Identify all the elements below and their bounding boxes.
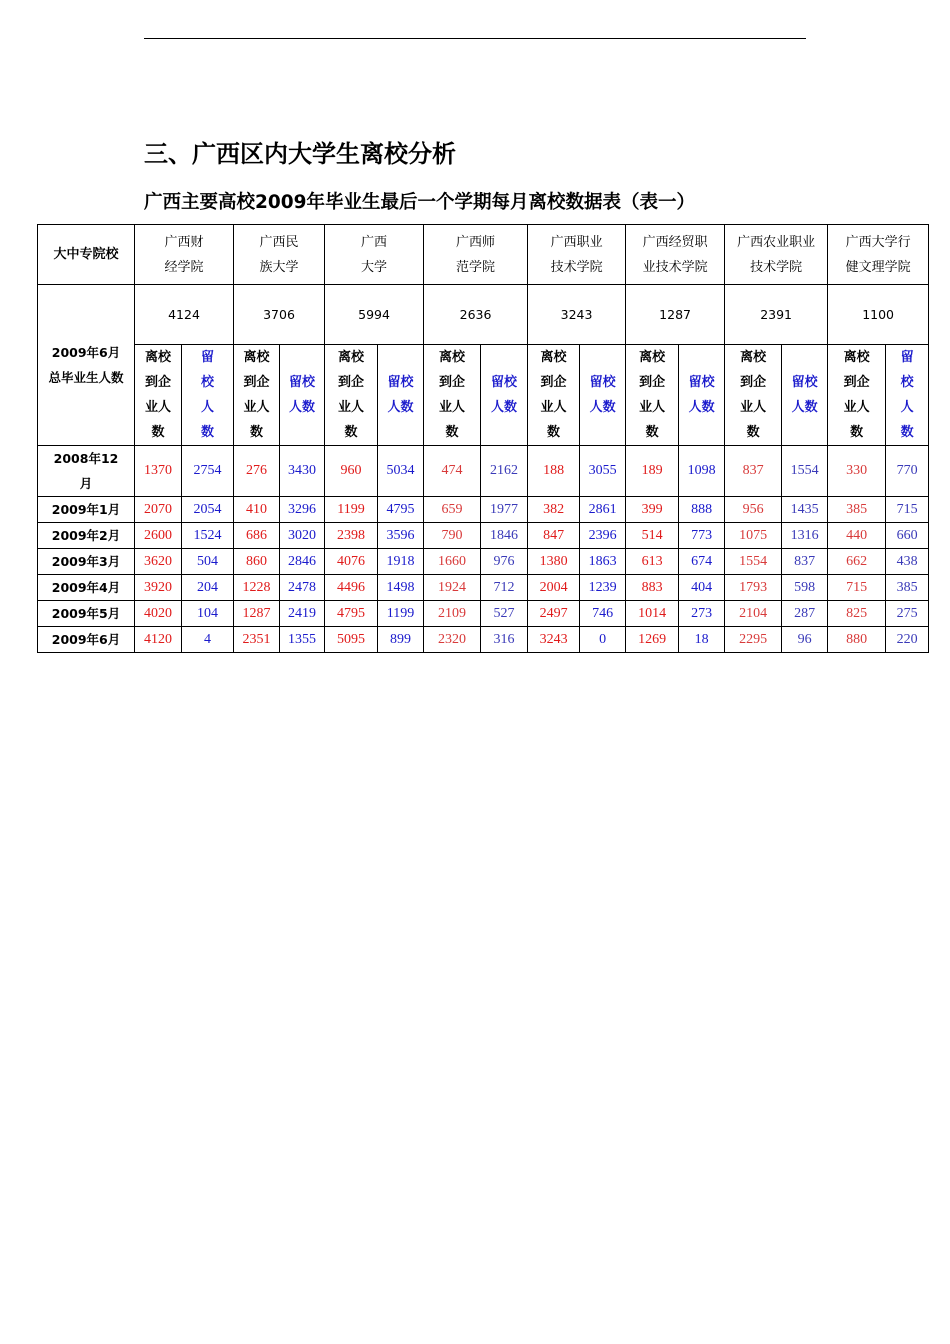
stay-count-cell: 438: [886, 549, 929, 575]
leave-count-cell: 188: [528, 446, 580, 497]
school-total-cell: 3706: [234, 285, 325, 345]
school-name-line: 广西农业职业: [737, 234, 816, 250]
school-name-line: 业技术学院: [642, 259, 708, 275]
stay-count-cell: 527: [481, 601, 528, 627]
stay-count-cell: 2846: [280, 549, 325, 575]
school-name-line: 技术学院: [550, 259, 603, 275]
school-name-line: 广西: [361, 234, 388, 250]
month-label-cell: 2009年6月: [38, 627, 135, 653]
leave-header-line: 数: [746, 425, 760, 440]
school-name-line: 广西职业: [550, 234, 603, 250]
leave-count-cell: 2004: [528, 575, 580, 601]
leave-header-line: 离校: [540, 350, 567, 365]
stay-count-cell: 1435: [782, 497, 828, 523]
leave-count-cell: 686: [234, 523, 280, 549]
stay-count-cell: 712: [481, 575, 528, 601]
stay-column-header: [580, 345, 626, 446]
stay-count-cell: 1863: [580, 549, 626, 575]
leave-count-cell: 613: [626, 549, 679, 575]
stay-header-line: 留校: [688, 375, 715, 390]
stay-column-header: [280, 345, 325, 446]
stay-count-cell: 1199: [378, 601, 424, 627]
leave-column-header: [828, 345, 886, 446]
stay-count-cell: 1977: [481, 497, 528, 523]
stay-header-line: 人数: [289, 400, 316, 415]
school-name-line: 广西财: [164, 234, 204, 250]
leave-count-cell: 1924: [424, 575, 481, 601]
stay-count-cell: 1239: [580, 575, 626, 601]
leave-count-cell: 4076: [325, 549, 378, 575]
month-label-cell: [38, 446, 135, 497]
corner-label: 大中专院校: [53, 247, 119, 262]
leave-count-cell: 330: [828, 446, 886, 497]
leave-count-cell: 1660: [424, 549, 481, 575]
leave-count-cell: 385: [828, 497, 886, 523]
leave-count-cell: 1269: [626, 627, 679, 653]
stay-header-line: 人: [201, 400, 215, 415]
school-total-cell: 2636: [424, 285, 528, 345]
stay-count-cell: 2419: [280, 601, 325, 627]
stay-column-header: [886, 345, 929, 446]
header-rule: [144, 38, 806, 39]
leave-header-line: 数: [645, 425, 659, 440]
school-name-line: 范学院: [456, 259, 496, 275]
stay-count-cell: 660: [886, 523, 929, 549]
school-total-cell: 4124: [135, 285, 234, 345]
stay-count-cell: 18: [679, 627, 725, 653]
stay-header-line: 校: [900, 375, 914, 390]
leave-count-cell: 474: [424, 446, 481, 497]
leave-count-cell: 3243: [528, 627, 580, 653]
leave-count-cell: 2398: [325, 523, 378, 549]
leave-header-line: 数: [151, 425, 165, 440]
stay-count-cell: 316: [481, 627, 528, 653]
leave-count-cell: 1287: [234, 601, 280, 627]
leave-count-cell: 1554: [725, 549, 782, 575]
leave-header-line: 数: [547, 425, 561, 440]
leave-column-header: [528, 345, 580, 446]
stay-header-line: 留校: [387, 375, 414, 390]
school-total-cell: 1287: [626, 285, 725, 345]
stay-header-line: 留校: [791, 375, 818, 390]
leave-count-cell: 4020: [135, 601, 182, 627]
stay-count-cell: 204: [182, 575, 234, 601]
table-row: [38, 627, 929, 653]
leave-header-line: 到企: [740, 375, 767, 390]
school-name-cell: [725, 225, 828, 285]
leave-count-cell: 860: [234, 549, 280, 575]
leave-count-cell: 880: [828, 627, 886, 653]
stay-header-line: 留: [201, 350, 215, 365]
leave-column-header: [626, 345, 679, 446]
month-label-cell: 2009年5月: [38, 601, 135, 627]
leave-count-cell: 4795: [325, 601, 378, 627]
leave-count-cell: 276: [234, 446, 280, 497]
leave-count-cell: 3920: [135, 575, 182, 601]
table-row: [38, 497, 929, 523]
leave-count-cell: 883: [626, 575, 679, 601]
table-row: [38, 575, 929, 601]
stay-count-cell: 4795: [378, 497, 424, 523]
leave-count-cell: 659: [424, 497, 481, 523]
leave-count-cell: 1075: [725, 523, 782, 549]
leave-header-line: 离校: [843, 350, 870, 365]
stay-count-cell: 1098: [679, 446, 725, 497]
leave-count-cell: 189: [626, 446, 679, 497]
stay-count-cell: 220: [886, 627, 929, 653]
leave-column-header: [325, 345, 378, 446]
school-name-cell: [424, 225, 528, 285]
corner-header-cell: [38, 225, 135, 285]
leave-header-line: 数: [850, 425, 864, 440]
stay-count-cell: 0: [580, 627, 626, 653]
leave-count-cell: 514: [626, 523, 679, 549]
leave-header-line: 业人: [639, 400, 666, 415]
leave-header-line: 离校: [439, 350, 466, 365]
stay-header-line: 人: [900, 400, 914, 415]
school-name-cell: [828, 225, 929, 285]
leave-header-line: 数: [445, 425, 459, 440]
stay-header-line: 数: [900, 425, 914, 440]
leave-count-cell: 4496: [325, 575, 378, 601]
leave-count-cell: 410: [234, 497, 280, 523]
leave-header-line: 离校: [243, 350, 270, 365]
leave-count-cell: 1199: [325, 497, 378, 523]
table-caption: 广西主要高校2009年毕业生最后一个学期每月离校数据表（表一）: [144, 192, 695, 213]
leave-header-line: 到企: [639, 375, 666, 390]
stay-header-line: 留校: [289, 375, 316, 390]
stay-count-cell: 888: [679, 497, 725, 523]
stay-count-cell: 899: [378, 627, 424, 653]
stay-header-line: 校: [201, 375, 215, 390]
leave-header-line: 业人: [338, 400, 365, 415]
leave-header-line: 离校: [144, 350, 171, 365]
leave-count-cell: 3620: [135, 549, 182, 575]
stay-count-cell: 2861: [580, 497, 626, 523]
leave-count-cell: 790: [424, 523, 481, 549]
leave-count-cell: 2295: [725, 627, 782, 653]
stay-count-cell: 715: [886, 497, 929, 523]
leave-count-cell: 2320: [424, 627, 481, 653]
stay-header-line: 人数: [791, 400, 818, 415]
stay-count-cell: 598: [782, 575, 828, 601]
stay-column-header: [679, 345, 725, 446]
stay-count-cell: 3430: [280, 446, 325, 497]
leave-count-cell: 662: [828, 549, 886, 575]
stay-count-cell: 1524: [182, 523, 234, 549]
leave-count-cell: 960: [325, 446, 378, 497]
leave-header-line: 离校: [740, 350, 767, 365]
stay-count-cell: 2754: [182, 446, 234, 497]
total-graduates-label-cell: [38, 285, 135, 446]
leave-header-line: 到企: [439, 375, 466, 390]
leave-count-cell: 2104: [725, 601, 782, 627]
stay-header-line: 留: [900, 350, 914, 365]
stay-column-header: [378, 345, 424, 446]
stay-count-cell: 5034: [378, 446, 424, 497]
stay-count-cell: 2478: [280, 575, 325, 601]
leave-count-cell: 4120: [135, 627, 182, 653]
stay-count-cell: 3596: [378, 523, 424, 549]
month-label-cell: 2009年4月: [38, 575, 135, 601]
stay-header-line: 数: [201, 425, 215, 440]
leave-column-header: [725, 345, 782, 446]
stay-count-cell: 385: [886, 575, 929, 601]
table-row: [38, 523, 929, 549]
table-row: [38, 549, 929, 575]
stay-count-cell: 1918: [378, 549, 424, 575]
total-graduates-label: 2009年6月总毕业生人数: [48, 345, 124, 385]
leave-column-header: [234, 345, 280, 446]
stay-count-cell: 2396: [580, 523, 626, 549]
leave-count-cell: 399: [626, 497, 679, 523]
school-name-line: 族大学: [259, 259, 299, 275]
stay-header-line: 人数: [491, 400, 518, 415]
month-label-cell: 2009年1月: [38, 497, 135, 523]
table-row: [38, 446, 929, 497]
school-total-cell: 5994: [325, 285, 424, 345]
stay-column-header: [782, 345, 828, 446]
section-title: 三、广西区内大学生离校分析: [144, 140, 456, 168]
leave-header-line: 离校: [338, 350, 365, 365]
stay-count-cell: 3296: [280, 497, 325, 523]
stay-count-cell: 1554: [782, 446, 828, 497]
stay-count-cell: 2054: [182, 497, 234, 523]
leave-header-line: 到企: [843, 375, 870, 390]
stay-count-cell: 3055: [580, 446, 626, 497]
school-name-line: 广西民: [259, 234, 299, 250]
stay-header-line: 人数: [589, 400, 616, 415]
stay-count-cell: 2162: [481, 446, 528, 497]
stay-column-header: [182, 345, 234, 446]
leave-count-cell: 825: [828, 601, 886, 627]
leave-count-cell: 715: [828, 575, 886, 601]
leave-count-cell: 2600: [135, 523, 182, 549]
leave-count-cell: 2070: [135, 497, 182, 523]
leave-header-line: 离校: [639, 350, 666, 365]
leave-count-cell: 2497: [528, 601, 580, 627]
stay-count-cell: 104: [182, 601, 234, 627]
stay-header-line: 留校: [491, 375, 518, 390]
leave-header-line: 业人: [540, 400, 567, 415]
stay-header-line: 留校: [589, 375, 616, 390]
leave-column-header: [135, 345, 182, 446]
stay-count-cell: 976: [481, 549, 528, 575]
stay-count-cell: 1316: [782, 523, 828, 549]
leave-count-cell: 382: [528, 497, 580, 523]
leave-count-cell: 1014: [626, 601, 679, 627]
stay-count-cell: 275: [886, 601, 929, 627]
leave-header-line: 业人: [843, 400, 870, 415]
school-name-cell: [325, 225, 424, 285]
school-total-cell: 1100: [828, 285, 929, 345]
leave-header-line: 到企: [243, 375, 270, 390]
table-row: [38, 601, 929, 627]
school-name-cell: [234, 225, 325, 285]
stay-count-cell: 287: [782, 601, 828, 627]
stay-header-line: 人数: [688, 400, 715, 415]
leave-header-line: 业人: [439, 400, 466, 415]
school-name-line: 广西师: [456, 234, 496, 250]
school-name-line: 广西经贸职: [642, 234, 708, 250]
leave-header-line: 到企: [338, 375, 365, 390]
stay-count-cell: 404: [679, 575, 725, 601]
leave-header-line: 业人: [740, 400, 767, 415]
leave-count-cell: 1370: [135, 446, 182, 497]
stay-count-cell: 1498: [378, 575, 424, 601]
leave-header-line: 业人: [243, 400, 270, 415]
graduate-departure-table: [37, 224, 929, 653]
stay-header-line: 人数: [387, 400, 414, 415]
stay-count-cell: 674: [679, 549, 725, 575]
stay-count-cell: 837: [782, 549, 828, 575]
leave-header-line: 业人: [144, 400, 171, 415]
leave-count-cell: 2109: [424, 601, 481, 627]
leave-count-cell: 956: [725, 497, 782, 523]
month-label-cell: 2009年3月: [38, 549, 135, 575]
school-name-line: 广西大学行: [845, 234, 911, 250]
leave-header-line: 到企: [540, 375, 567, 390]
school-name-line: 经学院: [164, 259, 204, 275]
stay-count-cell: 773: [679, 523, 725, 549]
leave-header-line: 数: [250, 425, 264, 440]
stay-count-cell: 1355: [280, 627, 325, 653]
leave-count-cell: 847: [528, 523, 580, 549]
stay-count-cell: 504: [182, 549, 234, 575]
leave-count-cell: 440: [828, 523, 886, 549]
leave-column-header: [424, 345, 481, 446]
month-label: 2008年12月: [53, 451, 119, 491]
leave-header-line: 数: [344, 425, 358, 440]
stay-count-cell: 273: [679, 601, 725, 627]
school-name-cell: [528, 225, 626, 285]
school-total-cell: 3243: [528, 285, 626, 345]
stay-count-cell: 96: [782, 627, 828, 653]
leave-count-cell: 1793: [725, 575, 782, 601]
school-name-cell: [626, 225, 725, 285]
school-name-line: 技术学院: [750, 259, 803, 275]
leave-count-cell: 1228: [234, 575, 280, 601]
stay-column-header: [481, 345, 528, 446]
school-name-cell: [135, 225, 234, 285]
stay-count-cell: 746: [580, 601, 626, 627]
leave-count-cell: 837: [725, 446, 782, 497]
leave-header-line: 到企: [144, 375, 171, 390]
school-total-cell: 2391: [725, 285, 828, 345]
stay-count-cell: 3020: [280, 523, 325, 549]
leave-count-cell: 5095: [325, 627, 378, 653]
leave-count-cell: 2351: [234, 627, 280, 653]
month-label-cell: 2009年2月: [38, 523, 135, 549]
leave-count-cell: 1380: [528, 549, 580, 575]
school-name-line: 大学: [361, 259, 388, 275]
stay-count-cell: 4: [182, 627, 234, 653]
school-name-line: 健文理学院: [845, 259, 911, 275]
stay-count-cell: 770: [886, 446, 929, 497]
stay-count-cell: 1846: [481, 523, 528, 549]
